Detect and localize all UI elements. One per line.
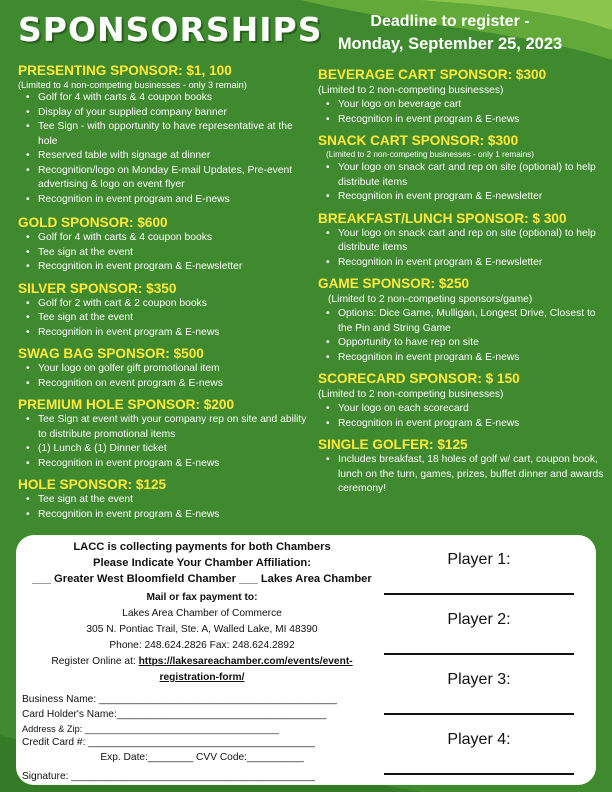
deadline-banner [300,10,600,56]
sponsor-title: PRESENTING SPONSOR: $1, 100 [18,63,232,78]
player-label: Player 1: [447,551,511,568]
benefit-item: • Tee sign at the event [26,493,314,508]
benefit-item: • Recognition in event program and E-news [26,193,314,208]
sponsor-note: (Limited to 4 non-competing businesses - only 3 remain) [18,80,247,90]
sponsor-note: (Limited to 2 non-competing sponsors/game) [328,294,533,305]
player-label: Player 3: [447,671,511,688]
sponsor-title: BEVERAGE CART SPONSOR: $300 [318,67,547,82]
sponsor-scorecard [318,370,606,431]
player-line [384,713,574,715]
player-label: Player 2: [447,611,511,628]
benefit-list [18,362,314,391]
benefit-list [318,161,606,205]
benefit-item: • Recognition in event program & E-news [326,351,606,366]
card-holder-field[interactable]: Card Holder's Name:_____________________________________ [22,709,327,720]
benefit-list [318,98,606,127]
benefit-item: • (1) Lunch & (1) Dinner ticket [26,442,314,457]
sponsor-silver [18,280,314,341]
payment-section [22,539,382,786]
credit-card-field[interactable]: Credit Card #: ________________________________________ [22,737,315,748]
benefit-item: • Golf for 4 with carts & 4 coupon books [26,91,314,106]
benefit-item: • Your logo on snack cart and rep on site (optional) to help distribute items [326,161,606,190]
player-slot[interactable] [384,603,589,663]
benefit-item: • Recognition in event program & E-news [26,457,314,472]
business-name-field[interactable]: Business Name: __________________________________________ [22,694,337,705]
sponsor-title: HOLE SPONSOR: $125 [18,477,167,492]
benefit-item: • Recognition/logo on Monday E-mail Updates, Pre-event advertising & logo on event flyer [26,164,314,193]
sponsor-title: GAME SPONSOR: $250 [318,276,470,291]
benefit-list [18,91,314,207]
deadline-date: Monday, September 25, 2023 [337,35,563,53]
register-online-cont [22,670,382,686]
benefit-item: • Recognition in event program & E-news [26,508,314,523]
mail-label: Mail or fax payment to: [146,592,258,603]
affiliation-prompt: Please Indicate Your Chamber Affiliation: [93,557,311,569]
sponsor-title: SWAG BAG SPONSOR: $500 [18,346,204,361]
page-title: SPONSORSHIPS [18,10,323,49]
benefit-item: • Tee sign at the event [26,311,314,326]
benefit-item: • Recognition in event program & E-newsletter [26,260,314,275]
sponsor-title: SNACK CART SPONSOR: $300 [318,133,519,148]
left-column [18,62,314,522]
benefit-item: • Opportunity to have rep on site [326,336,606,351]
sponsor-title: SCORECARD SPONSOR: $ 150 [318,371,520,386]
sponsor-hole [18,476,314,522]
register-link-cont[interactable]: registration-form/ [159,672,245,683]
benefit-item: • Your logo on golfer gift promotional item [26,362,314,377]
sponsor-beverage-cart [318,66,606,127]
benefit-item: • Tee sign at the event [26,246,314,261]
collecting-note: LACC is collecting payments for both Chambers [73,541,331,553]
sponsor-note: (Limited to 2 non-competing businesses) [318,389,504,400]
player-slot[interactable] [384,543,589,603]
benefit-item: • Reserved table with signage at dinner [26,149,314,164]
benefit-list [18,413,314,471]
benefit-item: • Recognition in event program & E-news [326,417,606,432]
benefit-list [318,307,606,365]
sponsor-title: GOLD SPONSOR: $600 [18,215,168,230]
benefit-item: • Tee Sign at event with your company rep on site and ability to distribute promotional items [26,413,314,442]
signature-field[interactable]: Signature: ___________________________________________ [22,771,315,782]
benefit-item: • Recognition in event program & E-newsletter [326,190,606,205]
sponsor-title: PREMIUM HOLE SPONSOR: $200 [18,397,235,412]
benefit-item: • Your logo on beverage cart [326,98,606,113]
benefit-item: • Golf for 4 with carts & 4 coupon books [26,231,314,246]
benefit-item: • Recognition on event program & E-news [26,377,314,392]
benefit-list [18,297,314,341]
benefit-item: • Your logo on snack cart and rep on site (optional) to help distribute items [326,227,606,256]
sponsor-snack-cart [318,132,606,205]
address-zip-field[interactable]: Address & Zip: ______________________________________ [22,724,279,734]
sponsor-title: SINGLE GOLFER: $125 [318,437,468,452]
sponsor-presenting [18,62,314,207]
deadline-label: Deadline to register - [370,13,530,30]
player-line [384,653,574,655]
sponsor-title: SILVER SPONSOR: $350 [18,280,177,296]
sponsor-note: (Limited to 2 non-competing businesses) [318,85,504,96]
org-address: 305 N. Pontiac Trail, Ste. A, Walled Lake, MI 48390 [86,624,318,635]
affiliation-options[interactable]: ___ Greater West Bloomfield Chamber ___ Lakes Area Chamber [32,573,372,585]
registration-form [16,535,596,785]
exp-cvv-field[interactable]: Exp. Date:________ CVV Code:__________ [100,752,304,763]
benefit-list [18,231,314,275]
benefit-item: • Recognition in event program & E-news [26,326,314,341]
benefit-item: • Includes breakfast, 18 holes of golf w/ cart, coupon book, lunch on the turn, games, prizes, buffet dinner and awards ceremony! [326,453,606,497]
benefit-item: • Your logo on each scorecard [326,402,606,417]
right-column [318,66,606,497]
sponsor-breakfast-lunch [318,210,606,271]
sponsor-title: BREAKFAST/LUNCH SPONSOR: $ 300 [318,210,567,226]
sponsor-game [318,275,606,365]
benefit-item: • Options: Dice Game, Mulligan, Longest Drive, Closest to the Pin and String Game [326,307,606,336]
benefit-list [318,227,606,271]
benefit-list [18,493,314,522]
register-link[interactable]: https://lakesareachamber.com/events/event- [138,656,353,667]
benefit-item: • Tee Sign - with opportunity to have representative at the hole [26,120,314,149]
sponsor-single-golfer [318,436,606,497]
player-line [384,773,574,775]
sponsor-gold [18,214,314,275]
player-list [384,543,589,783]
register-online [22,654,382,670]
sponsor-premium-hole [18,396,314,471]
player-label: Player 4: [447,731,511,748]
register-label: Register Online at: [51,656,139,667]
org-phone: Phone: 248.624.2826 Fax: 248.624.2892 [109,640,295,651]
sponsor-note: (Limited to 2 non-competing businesses - only 1 remains) [326,150,534,159]
org-name: Lakes Area Chamber of Commerce [122,608,282,619]
sponsor-swag-bag [18,345,314,391]
player-line [384,593,574,595]
player-slot[interactable] [384,723,589,783]
benefit-list [318,453,606,497]
benefit-item: • Recognition in event program & E-newsletter [326,256,606,271]
benefit-list [318,402,606,431]
player-slot[interactable] [384,663,589,723]
benefit-item: • Recognition in event program & E-news [326,113,606,128]
benefit-item: • Display of your supplied company banner [26,106,314,121]
benefit-item: • Golf for 2 with cart & 2 coupon books [26,297,314,312]
